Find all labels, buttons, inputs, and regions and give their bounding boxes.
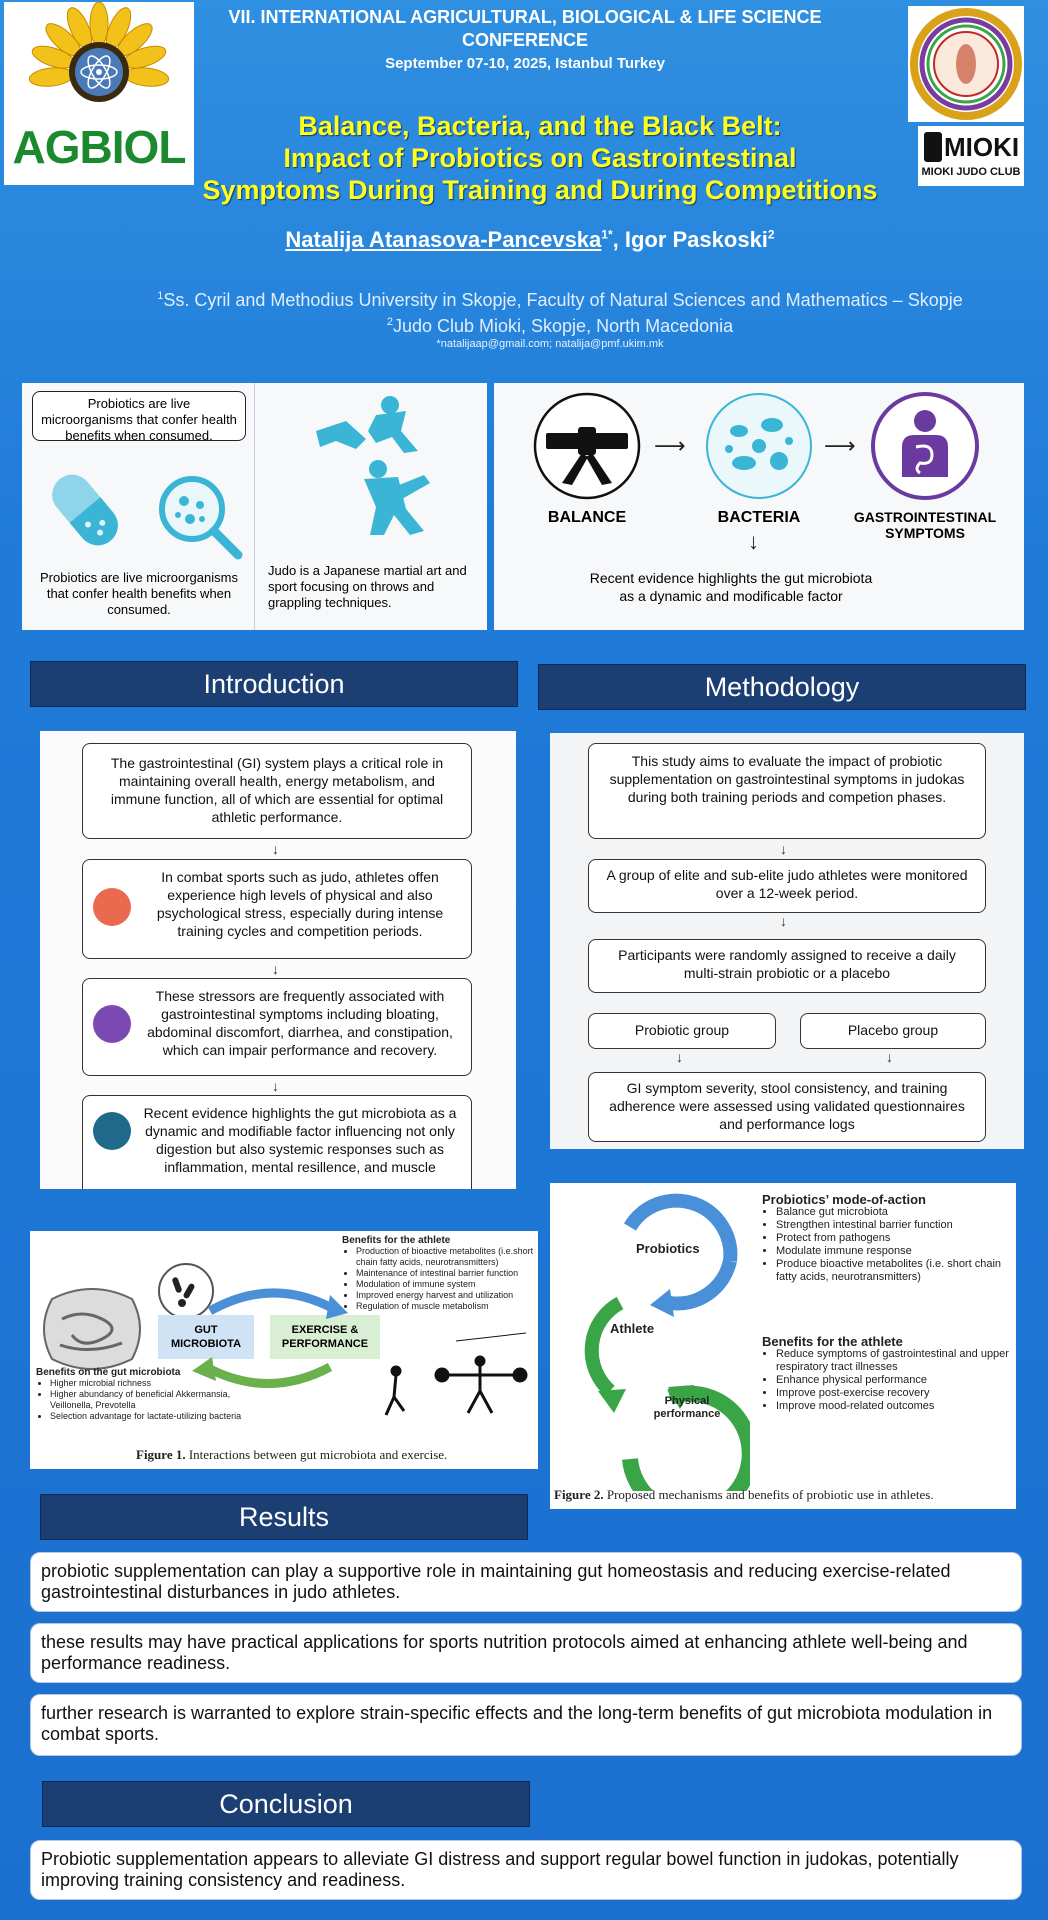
- athlete-benefits-2-items: • Reduce symptoms of gastrointestinal and upper respiratory tract illnesses • Enhance physical performance • Improve post-exercise recovery • Improve mood-related outcomes: [762, 1348, 1012, 1413]
- bacteria-circle-icon: [704, 391, 814, 501]
- method-arrow-2: ↓: [780, 913, 787, 929]
- result-item-2: these results may have practical applications for sports nutrition protocols aimed at enhancing athlete well-being and performance readiness.: [30, 1623, 1022, 1683]
- author-2: , Igor Paskoski: [612, 227, 768, 252]
- figure-2-caption: Figure 2. Proposed mechanisms and benefits of probiotic use in athletes.: [554, 1487, 934, 1502]
- result-item-1: probiotic supplementation can play a supportive role in maintaining gut homeostasis and reducing exercise-related gastrointestinal disturbances in judo athletes.: [30, 1552, 1022, 1612]
- intro-arrow-1: ↓: [272, 841, 279, 857]
- gut-microbiota-box: GUT MICROBIOTA: [158, 1315, 254, 1359]
- method-box-3: Participants were randomly assigned to receive a daily multi-strain probiotic or a placebo: [588, 939, 986, 993]
- intro-arrow-2: ↓: [272, 961, 279, 977]
- method-arrow-3: ↓: [676, 1049, 683, 1065]
- intro-box-3: These stressors are frequently associated with gastrointestinal symptoms including bloating, abdominal discomfort, diarrhea, and constipation, which can impair performance and recovery.: [82, 978, 472, 1076]
- method-box-4: GI symptom severity, stool consistency, and training adherence were assessed using validated questionnaires and performance logs: [588, 1072, 986, 1142]
- figure-2: [550, 1183, 1016, 1509]
- conference-seal: [908, 6, 1024, 122]
- athlete-benefits-items: • Production of bioactive metabolites (i.e.short chain fatty acids, neurotransmitters) • Maintenance of intestinal barrier function • Modulation of immune system • Improved energy harvest and utilization • Regulation of muscle metabolism: [342, 1246, 536, 1312]
- placebo-group-box: Placebo group: [800, 1013, 986, 1049]
- arrow-right-1: ⟶: [654, 433, 686, 458]
- author-2-sup: 2: [767, 227, 775, 242]
- figure-1: [30, 1231, 538, 1469]
- cycle-label-athlete: Athlete: [610, 1321, 655, 1336]
- probiotic-cycle-icon: [570, 1191, 750, 1491]
- athletes-icon: [376, 1331, 536, 1431]
- panel-divider: [254, 383, 255, 630]
- probiotic-definition-bubble: Probiotics are live microorganisms that confer health benefits when consumed.: [32, 391, 246, 441]
- introduction-heading: Introduction: [30, 661, 518, 707]
- stomach-person-icon: [870, 391, 980, 501]
- method-box-1: This study aims to evaluate the impact of probiotic supplementation on gastrointestinal symptoms in judokas during both training periods and competion phases.: [588, 743, 986, 839]
- affiliation-2: $^2$Judo Club Mioki, Skopje, North Macedonia: [386, 316, 734, 336]
- top-left-panel: [22, 383, 487, 630]
- label-gi-symptoms: GASTROINTESTINAL SYMPTOMS: [853, 509, 997, 541]
- conference-header: [220, 6, 830, 75]
- arrow-right-2: ⟶: [824, 433, 856, 458]
- title-line2: Impact of Probiotics on Gastrointestinal: [283, 143, 797, 173]
- judo-caption: Judo is a Japanese martial art and sport focusing on throws and grappling techniques.: [268, 563, 467, 610]
- judo-throw-icon: [306, 391, 456, 541]
- label-balance: BALANCE: [547, 509, 627, 526]
- affiliations: [100, 285, 1020, 337]
- probiotic-caption: Probiotics are live microorganisms that confer health benefits when consumed.: [40, 570, 238, 617]
- black-belt-icon: [532, 391, 642, 501]
- seal-icon: [908, 6, 1024, 122]
- mode-of-action-items: • Balance gut microbiota • Strengthen intestinal barrier function • Protect from pathogens • Modulate immune response • Produce bioactive metabolites (i.e. short chain fatty acids, neurotransmitters): [762, 1206, 1012, 1284]
- author-1[interactable]: Natalija Atanasova-Pancevska: [285, 227, 602, 252]
- title-line3: Symptoms During Training and During Competitions: [202, 175, 878, 205]
- poster-title: [130, 110, 950, 206]
- arrow-down-bacteria: ↓: [748, 529, 759, 554]
- affiliation-1: $^1$Ss. Cyril and Methodius University in Skopje, Faculty of Natural Sciences and Mathematics – Skopje: [157, 290, 963, 310]
- cycle-label-probiotics: Probiotics: [636, 1241, 700, 1256]
- results-heading: Results: [40, 1494, 528, 1540]
- label-bacteria: BACTERIA: [717, 509, 801, 526]
- conference-name-line1: VII. INTERNATIONAL AGRICULTURAL, BIOLOGICAL & LIFE SCIENCE: [228, 7, 822, 27]
- stomach-icon: [93, 888, 131, 926]
- conference-dates: September 07-10, 2025, Istanbul Turkey: [385, 55, 665, 72]
- intro-arrow-3: ↓: [272, 1078, 279, 1094]
- magnifier-bacteria-icon: [154, 471, 246, 563]
- result-item-3: further research is warranted to explore strain-specific effects and the long-term benefits of gut microbiota modulation in combat sports.: [30, 1694, 1022, 1756]
- intro-box-2: In combat sports such as judo, athletes offen experience high levels of physical and also psychological stress, especially during intense training cycles and competition periods.: [82, 859, 472, 959]
- conclusion-heading: Conclusion: [42, 1781, 530, 1827]
- mioki-logo-text: MIOKI: [944, 132, 1020, 162]
- introduction-panel: [40, 731, 516, 1189]
- method-arrow-1: ↓: [780, 841, 787, 857]
- title-line1: Balance, Bacteria, and the Black Belt:: [298, 111, 782, 141]
- methodology-heading: Methodology: [538, 664, 1026, 710]
- athlete-benefits-list: Benefits for the athlete • Production of bioactive metabolites (i.e.short chain fatty acids, neurotransmitters) • Maintenance of intestinal barrier function • Modulation of immune system • Improved energy harvest and utilization • Regulation of muscle metabolism: [342, 1235, 536, 1312]
- athlete-benefits-2-list: Benefits for the athlete • Reduce symptoms of gastrointestinal and upper respiratory tract illnesses • Enhance physical performance • Improve post-exercise recovery • Improve mood-related outcomes: [762, 1335, 1012, 1413]
- microbiota-benefits-list: Benefits on the gut microbiota • Higher microbial richness • Higher abundancy of beneficial Akkermansia, Veillonella, Prevotella • Selection advantage for lactate-utilizing bacteria: [36, 1367, 246, 1422]
- method-arrow-4: ↓: [886, 1049, 893, 1065]
- capsule-icon: [40, 465, 130, 555]
- method-box-2: A group of elite and sub-elite judo athletes were monitored over a 12-week period.: [588, 859, 986, 913]
- contact-email[interactable]: *natalijaap@gmail.com; natalija@pmf.ukim.mk: [436, 338, 664, 350]
- person-icon: [93, 1005, 131, 1043]
- probiotic-group-box: Probiotic group: [588, 1013, 776, 1049]
- agbiol-logo-text: AGBIOL: [12, 121, 186, 173]
- conference-name-line2: CONFERENCE: [461, 30, 588, 50]
- cycle-label-physical: Physical performance: [653, 1395, 721, 1420]
- mioki-club-name: MIOKI JUDO CLUB: [921, 166, 1021, 178]
- methodology-panel: [550, 733, 1024, 1149]
- author-1-sup: 1*: [601, 227, 613, 242]
- intro-box-4: Recent evidence highlights the gut microbiota as a dynamic and modifiable factor influencing not only digestion but also systemic responses such as inflammation, mental resillence, and muscle: [82, 1095, 472, 1189]
- authors: [180, 227, 880, 253]
- top-right-caption: Recent evidence highlights the gut microbiota as a dynamic and modificable factor: [589, 570, 873, 604]
- conclusion-text: Probiotic supplementation appears to alleviate GI distress and support regular bowel function in judokas, potentially improving training consistency and readiness.: [30, 1840, 1022, 1900]
- figure-1-caption: Figure 1. Interactions between gut microbiota and exercise.: [136, 1447, 448, 1462]
- bacteria-icon: [93, 1112, 131, 1150]
- top-right-panel: [494, 383, 1024, 630]
- intro-box-1: The gastrointestinal (GI) system plays a critical role in maintaining overall health, energy metabolism, and immune function, all of which are essential for optimal athletic performance.: [82, 743, 472, 839]
- exercise-performance-box: EXERCISE & PERFORMANCE: [270, 1315, 380, 1359]
- microbiota-benefits-items: • Higher microbial richness • Higher abundancy of beneficial Akkermansia, Veillonella, Prevotella • Selection advantage for lactate-utilizing bacteria: [36, 1378, 246, 1422]
- mode-of-action-list: Probiotics’ mode-of-action • Balance gut microbiota • Strengthen intestinal barrier function • Protect from pathogens • Modulate immune response • Produce bioactive metabolites (i.e. short chain fatty acids, neurotransmitters): [762, 1193, 1012, 1284]
